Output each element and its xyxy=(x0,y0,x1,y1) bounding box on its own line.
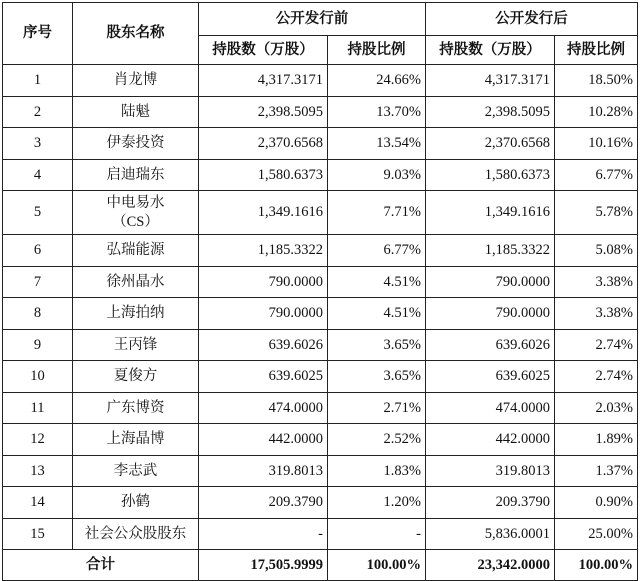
cell-post-ratio: 1.37% xyxy=(555,455,638,487)
cell-pre-shares: 474.0000 xyxy=(199,392,328,424)
table-row xyxy=(3,518,638,550)
cell-post-ratio: 5.08% xyxy=(555,235,638,267)
table-row xyxy=(3,266,638,298)
table-row xyxy=(3,392,638,424)
cell-pre-shares: 319.8013 xyxy=(199,455,328,487)
cell-pre-shares: 1,580.6373 xyxy=(199,159,328,191)
total-label: 合计 xyxy=(3,550,199,581)
cell-name: 启迪瑞东 xyxy=(73,159,199,191)
cell-name: 王丙锋 xyxy=(73,329,199,361)
header-post-offering: 公开发行后 xyxy=(426,3,638,36)
cell-post-ratio: 5.78% xyxy=(555,191,638,235)
table-row xyxy=(3,159,638,191)
cell-pre-shares: 209.3790 xyxy=(199,487,328,519)
cell-post-ratio: 10.16% xyxy=(555,128,638,160)
total-pre-ratio: 100.00% xyxy=(328,550,426,581)
cell-post-ratio: 1.89% xyxy=(555,424,638,456)
cell-post-shares: 2,398.5095 xyxy=(426,96,555,128)
cell-pre-shares: 2,370.6568 xyxy=(199,128,328,160)
shareholding-table xyxy=(2,2,638,581)
cell-pre-ratio: 7.71% xyxy=(328,191,426,235)
header-row-top xyxy=(3,3,638,36)
table-row xyxy=(3,455,638,487)
cell-name: 夏俊方 xyxy=(73,361,199,393)
cell-post-shares: 790.0000 xyxy=(426,298,555,330)
cell-name: 中电易水 xyxy=(106,195,165,212)
cell-seq: 15 xyxy=(3,518,73,550)
cell-pre-shares: 639.6026 xyxy=(199,329,328,361)
cell-name: 上海晶博 xyxy=(73,424,199,456)
table-row xyxy=(3,298,638,330)
cell-pre-ratio: 24.66% xyxy=(328,65,426,97)
cell-seq: 7 xyxy=(3,266,73,298)
cell-seq: 3 xyxy=(3,128,73,160)
total-post-ratio: 100.00% xyxy=(555,550,638,581)
cell-post-shares: 1,349.1616 xyxy=(426,191,555,235)
total-row xyxy=(3,550,638,581)
cell-pre-shares: 790.0000 xyxy=(199,298,328,330)
cell-pre-shares: 1,185.3322 xyxy=(199,235,328,267)
table-row xyxy=(3,361,638,393)
cell-post-shares: 2,370.6568 xyxy=(426,128,555,160)
cell-name: 弘瑞能源 xyxy=(73,235,199,267)
cell-name-two-line xyxy=(73,191,199,235)
cell-seq: 2 xyxy=(3,96,73,128)
cell-post-shares: 1,580.6373 xyxy=(426,159,555,191)
cell-pre-ratio: 3.65% xyxy=(328,361,426,393)
cell-pre-shares: 639.6025 xyxy=(199,361,328,393)
cell-name: 李志武 xyxy=(73,455,199,487)
cell-name: 社会公众股股东 xyxy=(73,518,199,550)
cell-post-ratio: 0.90% xyxy=(555,487,638,519)
cell-name: 肖龙博 xyxy=(73,65,199,97)
cell-post-ratio: 3.38% xyxy=(555,266,638,298)
cell-post-ratio: 2.74% xyxy=(555,361,638,393)
cell-pre-ratio: 9.03% xyxy=(328,159,426,191)
cell-pre-ratio: 1.83% xyxy=(328,455,426,487)
cell-post-ratio: 2.03% xyxy=(555,392,638,424)
cell-pre-shares: 442.0000 xyxy=(199,424,328,456)
cell-pre-ratio: 6.77% xyxy=(328,235,426,267)
cell-pre-shares: 1,349.1616 xyxy=(199,191,328,235)
cell-post-shares: 790.0000 xyxy=(426,266,555,298)
cell-name-suffix: （CS） xyxy=(112,213,159,230)
cell-pre-ratio: - xyxy=(328,518,426,550)
cell-seq: 11 xyxy=(3,392,73,424)
cell-pre-shares: 2,398.5095 xyxy=(199,96,328,128)
cell-pre-ratio: 4.51% xyxy=(328,298,426,330)
total-pre-shares: 17,505.9999 xyxy=(199,550,328,581)
cell-seq: 4 xyxy=(3,159,73,191)
cell-name: 陆魁 xyxy=(73,96,199,128)
cell-name: 徐州晶水 xyxy=(73,266,199,298)
cell-name: 广东博资 xyxy=(73,392,199,424)
cell-pre-shares: 4,317.3171 xyxy=(199,65,328,97)
total-post-shares: 23,342.0000 xyxy=(426,550,555,581)
cell-post-shares: 474.0000 xyxy=(426,392,555,424)
cell-pre-ratio: 2.71% xyxy=(328,392,426,424)
cell-pre-ratio: 13.54% xyxy=(328,128,426,160)
header-pre-shares: 持股数（万股） xyxy=(199,36,328,65)
cell-seq: 9 xyxy=(3,329,73,361)
header-name: 股东名称 xyxy=(73,3,199,65)
cell-pre-shares: - xyxy=(199,518,328,550)
cell-seq: 12 xyxy=(3,424,73,456)
cell-post-shares: 639.6026 xyxy=(426,329,555,361)
cell-seq: 14 xyxy=(3,487,73,519)
cell-post-ratio: 10.28% xyxy=(555,96,638,128)
cell-pre-ratio: 3.65% xyxy=(328,329,426,361)
table-row xyxy=(3,96,638,128)
cell-name: 上海拍纳 xyxy=(73,298,199,330)
cell-pre-ratio: 13.70% xyxy=(328,96,426,128)
cell-post-shares: 442.0000 xyxy=(426,424,555,456)
cell-seq: 8 xyxy=(3,298,73,330)
cell-post-shares: 5,836.0001 xyxy=(426,518,555,550)
header-post-shares: 持股数（万股） xyxy=(426,36,555,65)
cell-name: 伊泰投资 xyxy=(73,128,199,160)
header-pre-ratio: 持股比例 xyxy=(328,36,426,65)
cell-post-shares: 319.8013 xyxy=(426,455,555,487)
cell-pre-shares: 790.0000 xyxy=(199,266,328,298)
table-row xyxy=(3,65,638,97)
header-pre-offering: 公开发行前 xyxy=(199,3,426,36)
cell-seq: 1 xyxy=(3,65,73,97)
cell-post-shares: 1,185.3322 xyxy=(426,235,555,267)
cell-post-shares: 209.3790 xyxy=(426,487,555,519)
table-row xyxy=(3,487,638,519)
table-row xyxy=(3,128,638,160)
header-seq: 序号 xyxy=(3,3,73,65)
header-post-ratio: 持股比例 xyxy=(555,36,638,65)
cell-post-shares: 4,317.3171 xyxy=(426,65,555,97)
table-row xyxy=(3,329,638,361)
cell-pre-ratio: 2.52% xyxy=(328,424,426,456)
cell-post-ratio: 3.38% xyxy=(555,298,638,330)
cell-post-ratio: 18.50% xyxy=(555,65,638,97)
table-row xyxy=(3,235,638,267)
cell-seq: 5 xyxy=(3,191,73,235)
cell-post-shares: 639.6025 xyxy=(426,361,555,393)
table-row xyxy=(3,424,638,456)
cell-seq: 13 xyxy=(3,455,73,487)
cell-seq: 6 xyxy=(3,235,73,267)
cell-post-ratio: 25.00% xyxy=(555,518,638,550)
cell-name: 孙鹤 xyxy=(73,487,199,519)
table-row xyxy=(3,191,638,235)
cell-pre-ratio: 1.20% xyxy=(328,487,426,519)
cell-post-ratio: 6.77% xyxy=(555,159,638,191)
cell-post-ratio: 2.74% xyxy=(555,329,638,361)
cell-seq: 10 xyxy=(3,361,73,393)
cell-pre-ratio: 4.51% xyxy=(328,266,426,298)
